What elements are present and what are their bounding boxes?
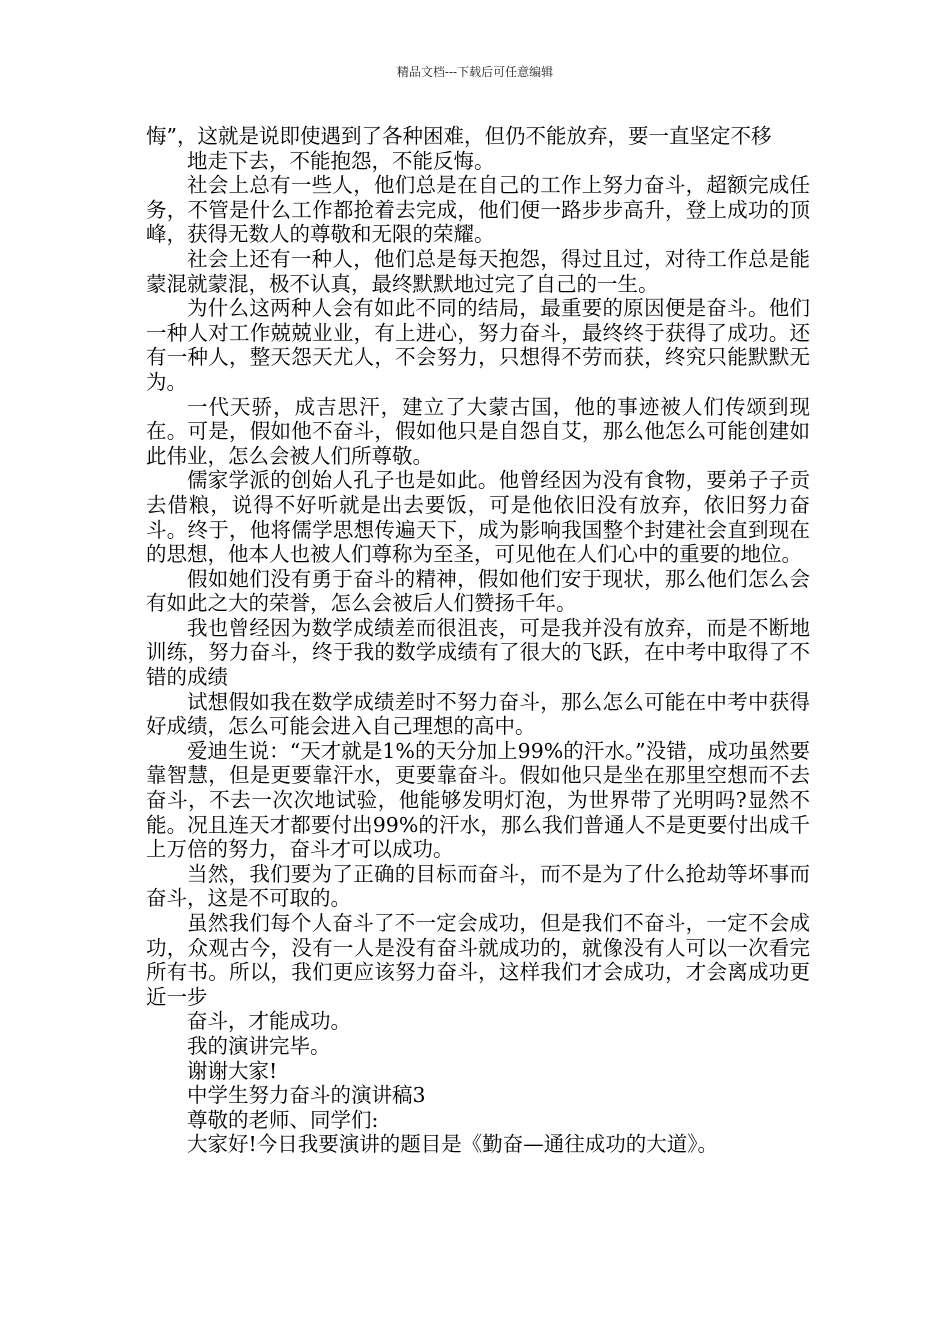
closing-line: 我的演讲完毕。 [187, 1033, 331, 1058]
paragraph: 爱迪生说：“天才就是1%的天分加上99%的汗水。”没错，成功虽然要靠智慧，但是更要靠汗水，更要靠奋斗。假如他只是坐在那里空想而不去奋斗，不去一次次地试验，他能够发明灯泡，为世界带了光明吗?显然不能。况且连天才都要付出99%的汗水，那么我们普通人不是更要付出成千上万倍的努力，奋斗才可以成功。 [146, 738, 810, 862]
paragraph: 一代天骄，成吉思汗，建立了大蒙古国，他的事迹被人们传颂到现在。可是，假如他不奋斗，假如他只是自怨自艾，那么他怎么可能创建如此伟业，怎么会被人们所尊敬。 [146, 394, 810, 468]
paragraph: 地走下去，不能抱怨，不能反悔。 [187, 148, 495, 173]
page-header: 精品文档---下载后可任意编辑 [396, 65, 554, 79]
paragraph: 悔”，这就是说即使遇到了各种困难，但仍不能放弃，要一直坚定不移 [146, 124, 772, 148]
paragraph: 试想假如我在数学成绩差时不努力奋斗，那么怎么可能在中考中获得好成绩，怎么可能会进入自己理想的高中。 [146, 689, 810, 739]
paragraph: 儒家学派的创始人孔子也是如此。他曾经因为没有食物，要弟子子贡去借粮，说得不好听就是出去要饭，可是他依旧没有放弃，依旧努力奋斗。终于，他将儒学思想传遍天下，成为影响我国整个封建社会直到现在的思想，他本人也被人们尊称为至圣，可见他在人们心中的重要的地位。 [146, 468, 810, 567]
paragraph: 社会上总有一些人，他们总是在自己的工作上努力奋斗，超额完成任务，不管是什么工作都抢着去完成，他们便一路步步高升，登上成功的顶峰，获得无数人的尊敬和无限的荣耀。 [146, 173, 810, 247]
paragraph: 社会上还有一种人，他们总是每天抱怨，得过且过，对待工作总是能蒙混就蒙混，极不认真，最终默默地过完了自己的一生。 [146, 246, 810, 296]
opening-line: 大家好!今日我要演讲的题目是《勤奋—通往成功的大道》。 [187, 1132, 718, 1157]
document-body [146, 124, 810, 1157]
salutation: 尊敬的老师、同学们: [187, 1107, 379, 1132]
paragraph: 虽然我们每个人奋斗了不一定会成功，但是我们不奋斗，一定不会成功，众观古今，没有一人是没有奋斗就成功的，就像没有人可以一次看完所有书。所以，我们更应该努力奋斗，这样我们才会成功，才会离成功更近一步 [146, 911, 810, 1009]
paragraph: 我也曾经因为数学成绩差而很沮丧，可是我并没有放弃，而是不断地训练，努力奋斗，终于我的数学成绩有了很大的飞跃，在中考中取得了不错的成绩 [146, 615, 810, 690]
paragraph: 假如她们没有勇于奋斗的精神，假如他们安于现状，那么他们怎么会有如此之大的荣誉，怎么会被后人们赞扬千年。 [146, 566, 810, 616]
paragraph: 为什么这两种人会有如此不同的结局，最重要的原因便是奋斗。他们一种人对工作兢兢业业，有上进心，努力奋斗，最终终于获得了成功。还有一种人，整天怨天尤人，不会努力，只想得不劳而获，终究只能默默无为。 [146, 296, 810, 394]
closing-line: 奋斗，才能成功。 [187, 1009, 351, 1034]
speech-title: 中学生努力奋斗的演讲稿3 [187, 1083, 426, 1108]
paragraph: 当然，我们要为了正确的目标而奋斗，而不是为了什么抢劫等坏事而奋斗，这是不可取的。 [146, 861, 810, 911]
closing-line: 谢谢大家! [187, 1058, 278, 1083]
